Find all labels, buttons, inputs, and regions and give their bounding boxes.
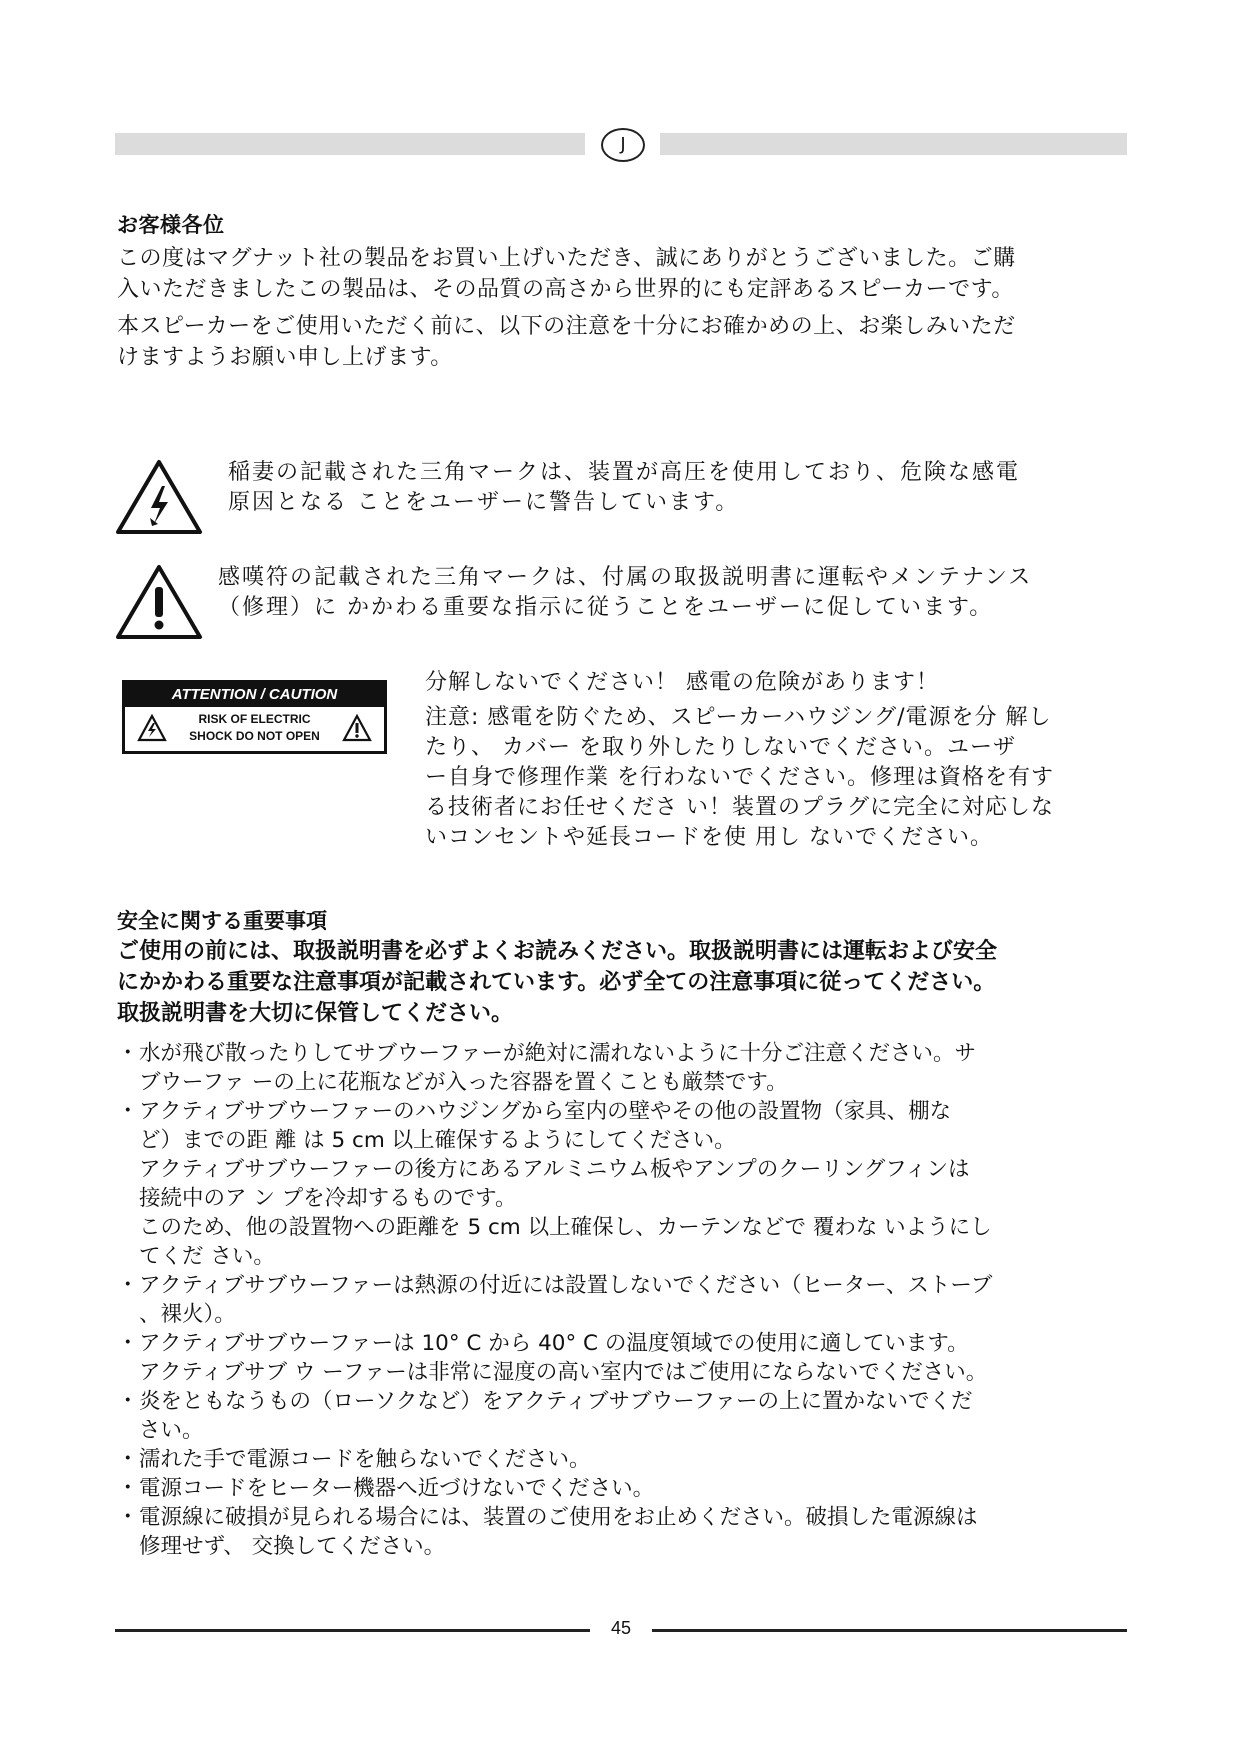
list-item: ・ 濡れた手で電源コードを触らないでください。 [117, 1447, 591, 1472]
list-item: ・ 電源コードをヒーター機器へ近づけないでください。 [117, 1476, 655, 1501]
caution-exclamation-icon [342, 714, 372, 742]
list-item: ・ アクティブサブウーファーのハウジングから室内の壁やその他の設置物（家具、棚な ど）までの距 離 は 5 cm 以上確保するようにしてください。 アクティブサブウーファーの後方にあるアルミニウム板やアンプのクーリングフィンは 接続中のア ン プを冷却するものです。 このため、他の設置物への距離を 5 cm 以上確保し、カーテンなどで 覆わな いようにし てくだ さい。 [117, 1099, 992, 1269]
caution-label-line-1: RISK OF ELECTRIC [198, 712, 311, 726]
lightning-warning-text: 稲妻の記載された三角マークは、装置が高圧を使用しており、危険な感電 原因となる ことをユーザーに警告しています。 [228, 460, 1021, 515]
caution-lightning-icon [137, 714, 167, 742]
footer-rule-left [115, 1629, 590, 1632]
notice-heading: 分解しないでください！ 感電の危険があります！ [425, 670, 939, 695]
safety-intro: ご使用の前には、取扱説明書を必ずよくお読みください。取扱説明書には運転および安全 にかかわる重要な注意事項が記載されています。必ず全ての注意事項に従ってください。 取扱説明書を大切に保管してください。 [117, 939, 998, 1026]
safety-title: 安全に関する重要事項 [117, 909, 327, 933]
exclamation-warning-icon [114, 563, 204, 641]
list-item: ・ アクティブサブウーファーは熱源の付近には設置しないでください（ヒーター、ストーブ 、裸火）。 [117, 1273, 993, 1327]
header-band-right [660, 133, 1127, 155]
greeting-paragraph-2: 本スピーカーをご使用いただく前に、以下の注意を十分にお確かめの上、お楽しみいただ けますようお願い申し上げます。 [117, 314, 1016, 370]
caution-label-head: ATTENTION / CAUTION [125, 683, 384, 707]
list-item: ・ 炎をともなうもの（ローソクなど）をアクティブサブウーファーの上に置かないでくだ さい。 [117, 1389, 973, 1443]
caution-label-line-2: SHOCK DO NOT OPEN [189, 729, 320, 743]
notice-body: 注意: 感電を防ぐため、スピーカーハウジング/電源を分 解し たり、 カバー を取り外したりしないでください。ユーザ ー自身で修理作業 を行わないでください。修理は資格を有す る技術者にお任せくださ い！装置のプラグに完全に対応しな いコンセントや延長コードを使 用し ないでください。 [425, 705, 1054, 850]
safety-list [117, 1039, 1137, 1561]
greeting-title: お客様各位 [117, 213, 225, 237]
caution-label [122, 680, 387, 754]
list-item: ・ アクティブサブウーファーは 10° C から 40° C の温度領域での使用に適しています。 アクティブサブ ウ ーファーは非常に湿度の高い室内ではご使用にならないでください。 [117, 1331, 988, 1385]
language-marker: J [601, 128, 645, 162]
header-band-left [115, 133, 585, 155]
list-item: ・ 電源線に破損が見られる場合には、装置のご使用をお止めください。破損した電源線は 修理せず、 交換してください。 [117, 1505, 978, 1559]
greeting-paragraph-1: この度はマグナット社の製品をお買い上げいただき、誠にありがとうございました。ご購 入いただきましたこの製品は、その品質の高さから世界的にも定評あるスピーカーです。 [117, 246, 1016, 302]
list-item: ・ 水が飛び散ったりしてサブウーファーが絶対に濡れないように十分ご注意ください。サ ブウーファ ーの上に花瓶などが入った容器を置くことも厳禁です。 [117, 1041, 976, 1095]
page-number: 45 [610, 1618, 632, 1638]
exclamation-warning-text: 感嘆符の記載された三角マークは、付属の取扱説明書に運転やメンテナンス （修理）に かかわる重要な指示に従うことをユーザーに促しています。 [218, 565, 1033, 620]
lightning-warning-icon [114, 458, 204, 536]
footer-rule-right [652, 1629, 1127, 1632]
